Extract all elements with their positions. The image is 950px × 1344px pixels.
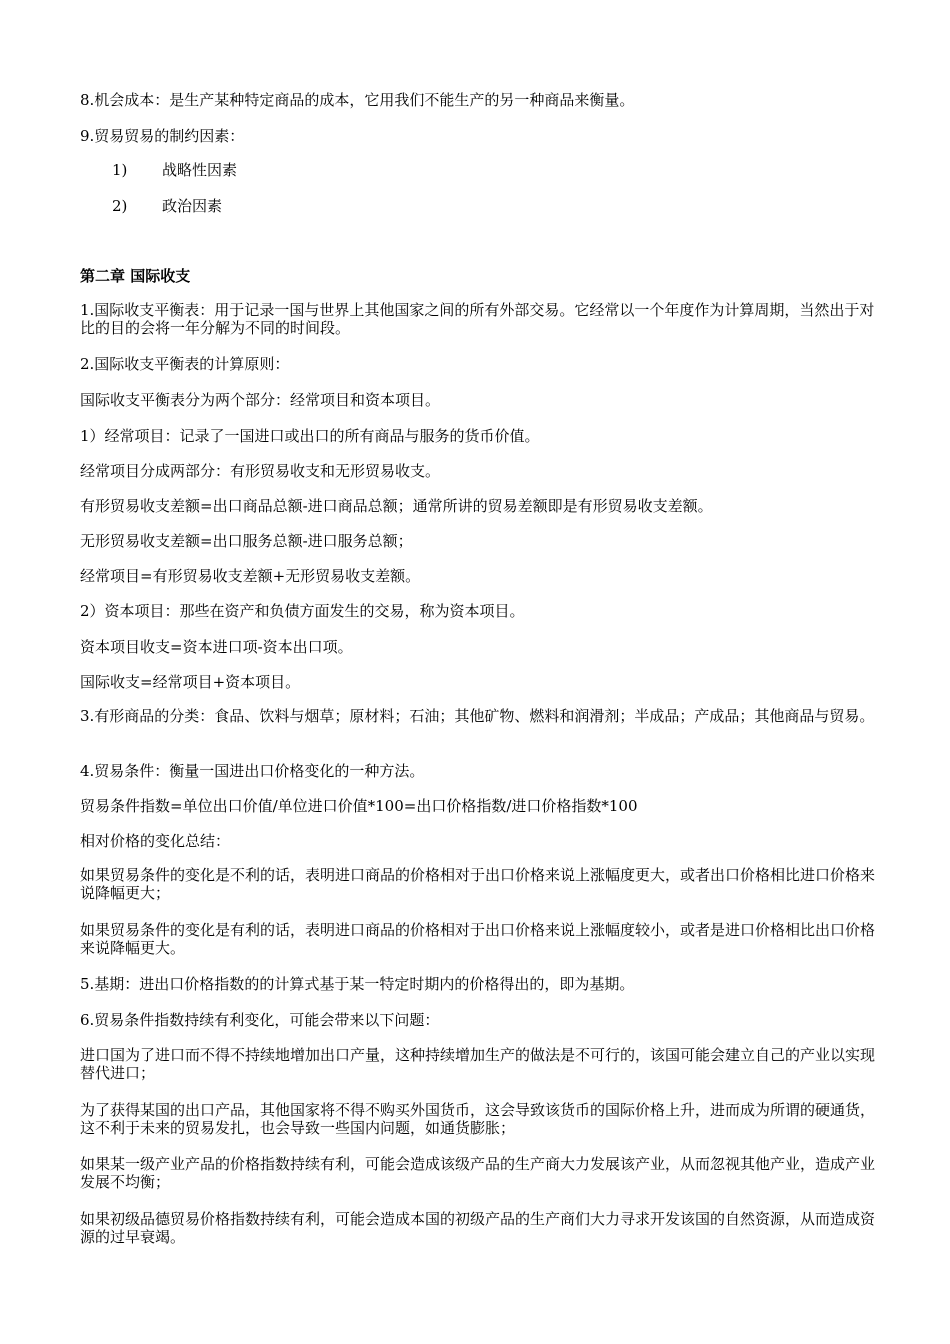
list-item-number: 2)	[112, 197, 128, 215]
paragraph: 1）经常项目：记录了一国进口或出口的所有商品与服务的货币价值。	[80, 427, 540, 445]
list-item	[112, 161, 237, 179]
paragraph: 进口国为了进口而不得不持续地增加出口产量，这种持续增加生产的做法是不可行的，该国可能会建立自己的产业以实现替代进口；	[80, 1046, 876, 1082]
paragraph: 4.贸易条件：衡量一国进出口价格变化的一种方法。	[80, 762, 425, 780]
paragraph: 2.国际收支平衡表的计算原则：	[80, 355, 290, 373]
paragraph: 为了获得某国的出口产品，其他国家将不得不购买外国货币，这会导致该货币的国际价格上升，进而成为所谓的硬通货，这不利于未来的贸易发扎，也会导致一些国内问题，如通货膨胀；	[80, 1101, 876, 1137]
paragraph: 有形贸易收支差额=出口商品总额-进口商品总额；通常所讲的贸易差额即是有形贸易收支差额。	[80, 497, 713, 515]
paragraph: 如果贸易条件的变化是不利的话，表明进口商品的价格相对于出口价格来说上涨幅度更大，或者出口价格相比进口价格来说降幅更大；	[80, 866, 876, 902]
paragraph: 经常项目=有形贸易收支差额+无形贸易收支差额。	[80, 567, 421, 585]
paragraph: 如果贸易条件的变化是有利的话，表明进口商品的价格相对于出口价格来说上涨幅度较小，或者是进口价格相比出口价格来说降幅更大。	[80, 921, 876, 957]
list-item-text: 政治因素	[162, 197, 223, 215]
list-item-number: 1)	[112, 161, 128, 179]
paragraph: 2）资本项目：那些在资产和负债方面发生的交易，称为资本项目。	[80, 602, 525, 620]
paragraph: 1.国际收支平衡表：用于记录一国与世界上其他国家之间的所有外部交易。它经常以一个年度作为计算周期，当然出于对比的目的会将一年分解为不同的时间段。	[80, 301, 875, 337]
paragraph-trade-constraints: 9.贸易贸易的制约因素：	[80, 127, 245, 145]
paragraph: 无形贸易收支差额=出口服务总额-进口服务总额；	[80, 532, 413, 550]
paragraph-opportunity-cost: 8.机会成本：是生产某种特定商品的成本，它用我们不能生产的另一种商品来衡量。	[80, 91, 635, 109]
paragraph: 如果某一级产业产品的价格指数持续有利，可能会造成该级产品的生产商大力发展该产业，从而忽视其他产业，造成产业发展不均衡；	[80, 1155, 876, 1191]
list-item-text: 战略性因素	[162, 161, 238, 179]
paragraph: 相对价格的变化总结：	[80, 832, 231, 850]
paragraph: 如果初级品德贸易价格指数持续有利，可能会造成本国的初级产品的生产商们大力寻求开发该国的自然资源，从而造成资源的过早衰竭。	[80, 1210, 876, 1246]
paragraph: 贸易条件指数=单位出口价值/单位进口价值*100=出口价格指数/进口价格指数*100	[80, 797, 638, 815]
paragraph: 资本项目收支=资本进口项-资本出口项。	[80, 638, 353, 656]
chapter-heading: 第二章 国际收支	[80, 267, 191, 285]
paragraph: 国际收支平衡表分为两个部分：经常项目和资本项目。	[80, 391, 441, 409]
list-item	[112, 197, 222, 215]
paragraph: 6.贸易条件指数持续有利变化，可能会带来以下问题：	[80, 1011, 440, 1029]
paragraph: 3.有形商品的分类：食品、饮料与烟草；原材料；石油；其他矿物、燃料和润滑剂；半成品；产成品；其他商品与贸易。	[80, 707, 875, 725]
paragraph: 国际收支=经常项目+资本项目。	[80, 673, 301, 691]
paragraph: 5.基期：进出口价格指数的的计算式基于某一特定时期内的价格得出的，即为基期。	[80, 975, 635, 993]
paragraph: 经常项目分成两部分：有形贸易收支和无形贸易收支。	[80, 462, 441, 480]
